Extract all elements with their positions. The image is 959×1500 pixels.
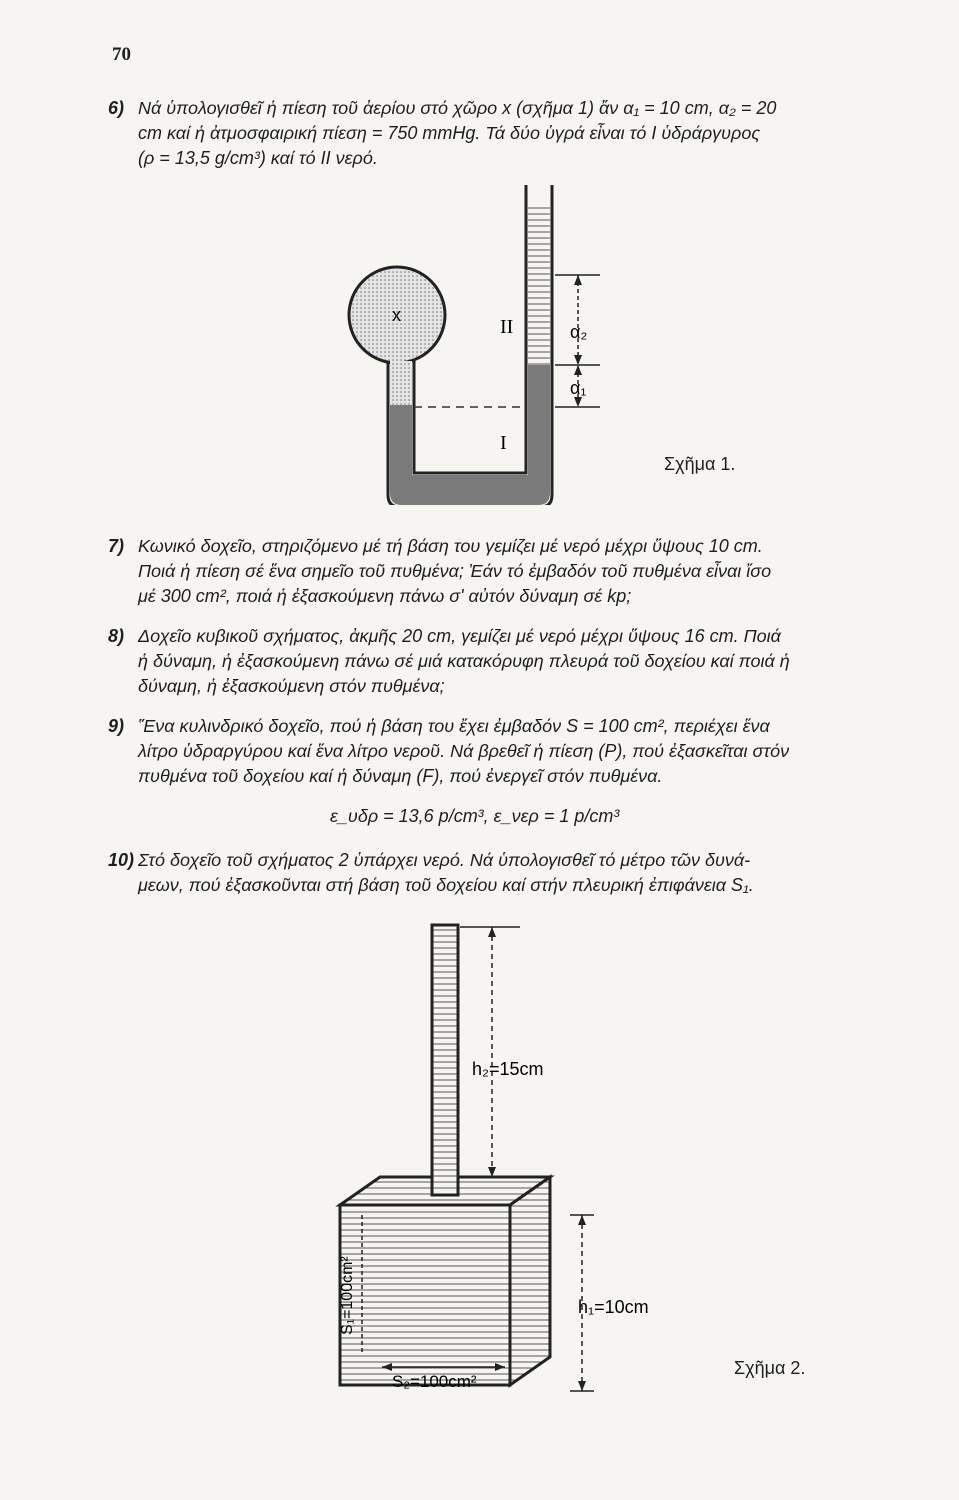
label-II: II: [500, 316, 514, 338]
page-number: 70: [112, 44, 131, 65]
problem-line: Στό δοχεῖο τοῦ σχήματος 2 ὑπάρχει νερό. Νά ὑπολογισθεῖ τό μέτρο τῶν δυνά-: [138, 850, 751, 870]
problem-number: 10): [108, 850, 135, 870]
problem-number: 8): [108, 626, 125, 646]
label-x: x: [392, 305, 401, 325]
label-S2: S₂=100cm²: [392, 1372, 477, 1391]
figure-1-caption: Σχῆμα 1.: [664, 454, 736, 474]
label-S1: S₁=100cm²: [339, 1256, 356, 1335]
figure-2: [320, 915, 700, 1405]
problem-line: cm καί ἡ ἀτμοσφαιρική πίεση = 750 mmHg. Τά δύο ὑγρά εἶναι τό I ὑδράργυρος: [138, 123, 761, 143]
problem-line: Ἕνα κυλινδρικό δοχεῖο, πού ἡ βάση του ἔχει ἐμβαδόν S = 100 cm², περιέχει ἕνα: [138, 716, 770, 736]
problem-10: [108, 848, 928, 898]
problem-line: ἡ δύναμη, ἡ ἐξασκούμενη πάνω σέ μιά κατακόρυφη πλευρά τοῦ δοχείου καί ποιά ἡ: [138, 651, 790, 671]
label-I: I: [500, 432, 507, 454]
problem-line: μέ 300 cm², ποιά ἡ ἐξασκούμενη πάνω σ' αὐτόν δύναμη σέ kp;: [138, 586, 632, 606]
tank-front-face: [340, 1205, 510, 1385]
problem-line: πυθμένα τοῦ δοχείου καί ἡ δύναμη (F), πού ἐνεργεῖ στόν πυθμένα.: [138, 766, 663, 786]
label-h2: h₂=15cm: [472, 1059, 544, 1079]
density-equation: ε_υδρ = 13,6 p/cm³, ε_νερ = 1 p/cm³: [330, 806, 620, 826]
problem-line: Ποιά ἡ πίεση σέ ἕνα σημεῖο τοῦ πυθμένα; Ἐάν τό ἐμβαδόν τοῦ πυθμένα εἶναι ἴσο: [138, 561, 772, 581]
problem-line: δύναμη, ἡ ἐξασκούμενη στόν πυθμένα;: [138, 676, 445, 696]
problem-8: [108, 624, 928, 699]
figure-2-caption: Σχῆμα 2.: [734, 1358, 806, 1378]
problem-line: Δοχεῖο κυβικοῦ σχήματος, ἀκμῆς 20 cm, γεμίζει μέ νερό μέχρι ὕψους 16 cm. Ποιά: [138, 626, 781, 646]
label-a1: α₁: [570, 378, 587, 398]
tank-side-face: [510, 1177, 550, 1385]
problem-line: Κωνικό δοχεῖο, στηριζόμενο μέ τή βάση του γεμίζει μέ νερό μέχρι ὕψους 10 cm.: [138, 536, 763, 556]
problem-line: λίτρο ὑδραργύρου καί ἕνα λίτρο νεροῦ. Νά βρεθεῖ ἡ πίεση (P), πού ἐξασκεῖται στόν: [138, 741, 790, 761]
problem-number: 7): [108, 536, 125, 556]
problem-line: μεων, πού ἐξασκοῦνται στή βάση τοῦ δοχείου καί στήν πλευρική ἐπιφάνεια S₁.: [138, 875, 754, 895]
vertical-tube: [432, 925, 458, 1195]
water-column: [528, 205, 550, 365]
problem-7: [108, 534, 928, 609]
label-h1: h₁=10cm: [578, 1297, 649, 1317]
problem-9: [108, 714, 928, 789]
label-a2: α₂: [570, 322, 588, 342]
problem-number: 6): [108, 98, 125, 118]
problem-6: [108, 96, 928, 171]
problem-line: (ρ = 13,5 g/cm³) καί τό II νερό.: [138, 148, 378, 168]
problem-line: Νά ὑπολογισθεῖ ἡ πίεση τοῦ ἀερίου στό χῶρο x (σχῆμα 1) ἄν α₁ = 10 cm, α₂ = 20: [138, 98, 777, 118]
problem-number: 9): [108, 716, 125, 736]
left-tube-gas: [390, 361, 412, 405]
